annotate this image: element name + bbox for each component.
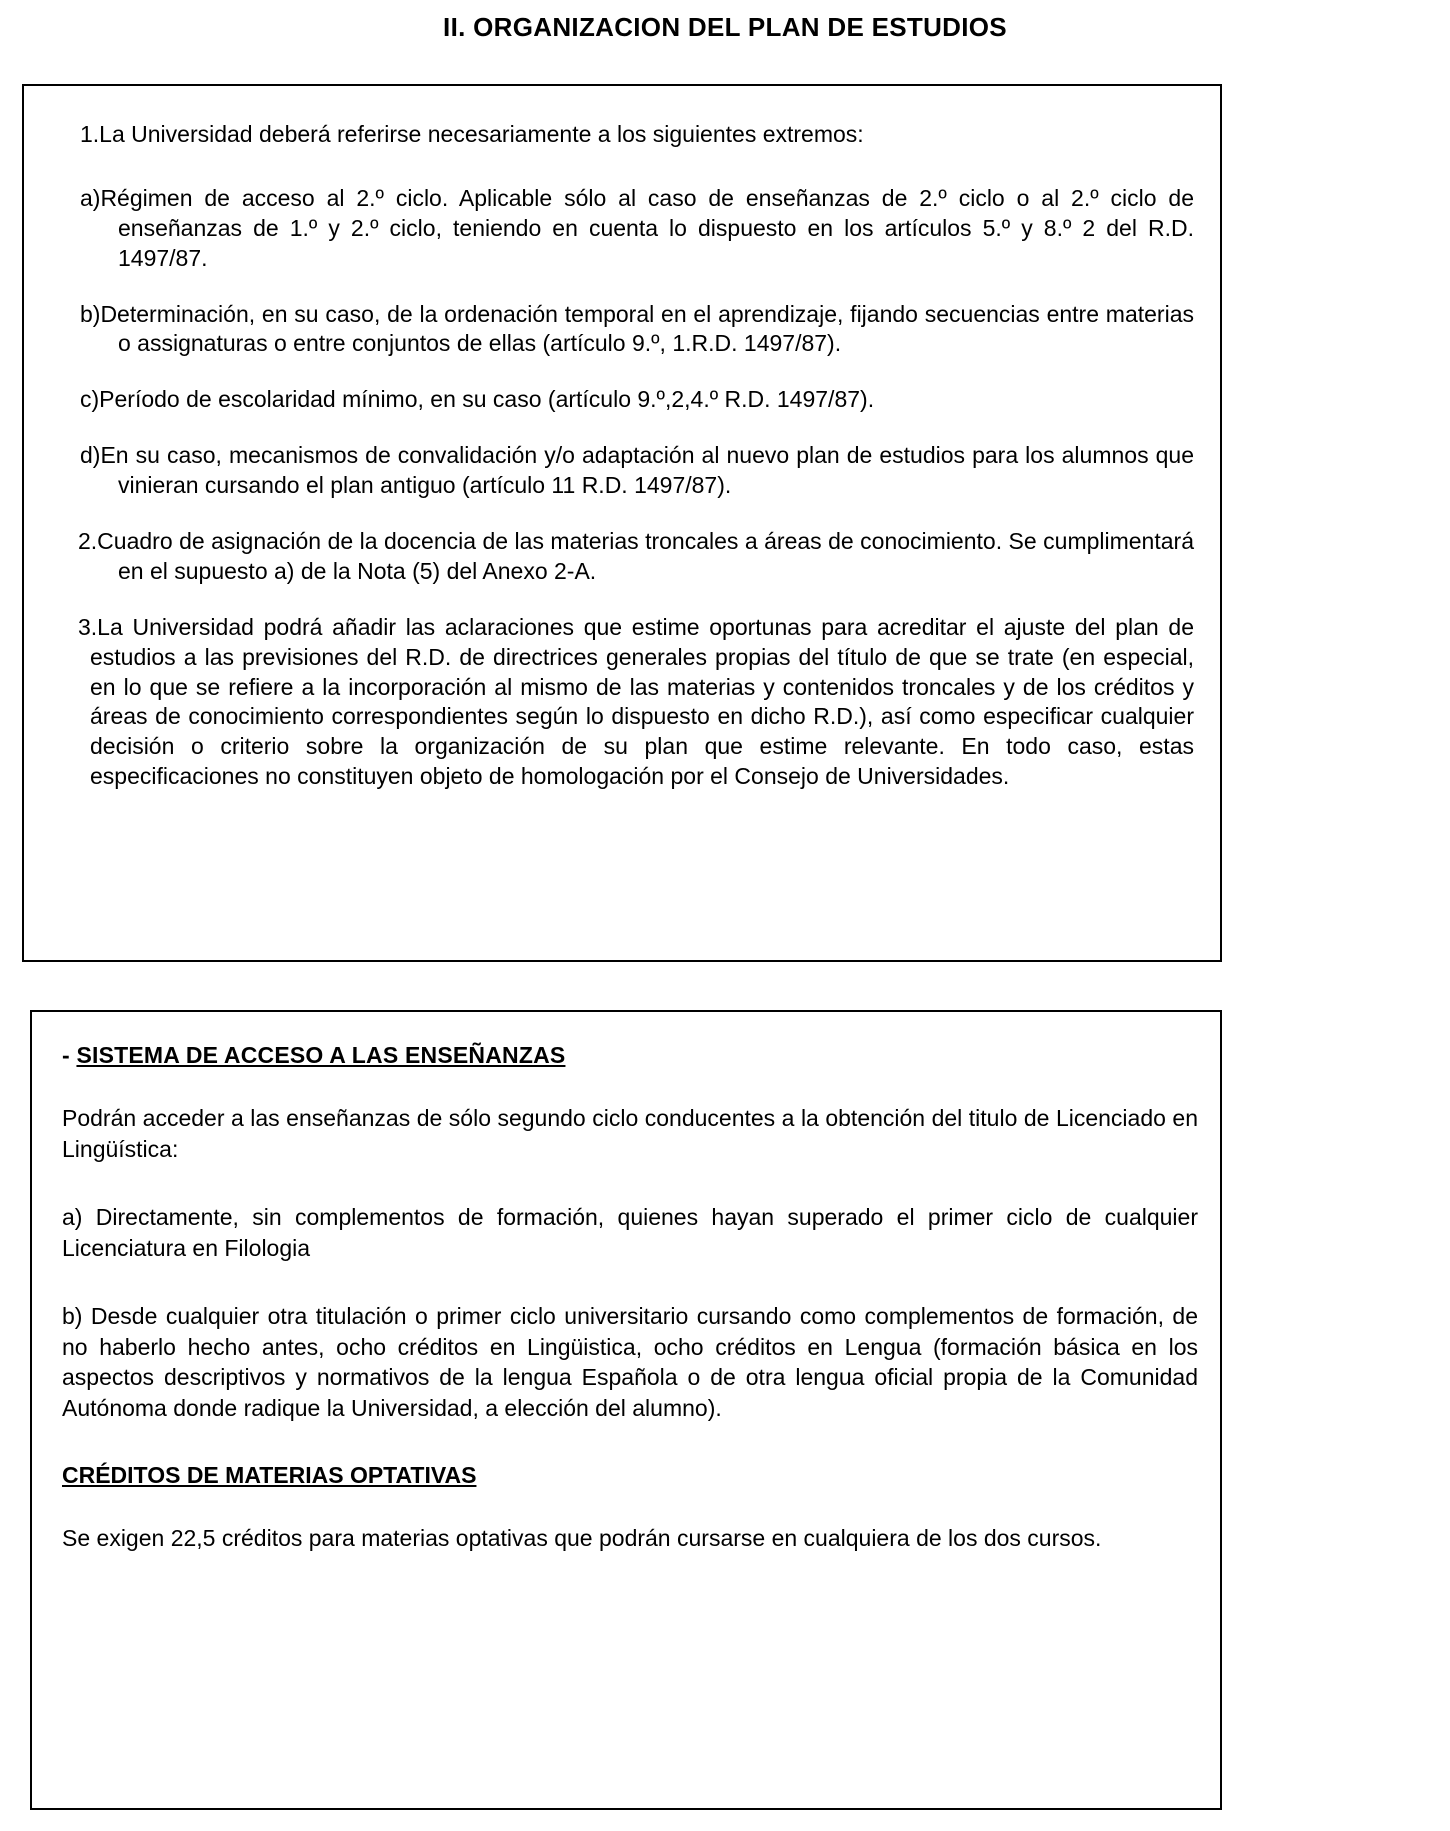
page-title: II. ORGANIZACION DEL PLAN DE ESTUDIOS xyxy=(443,12,1007,42)
heading-dash: - xyxy=(62,1042,77,1068)
list-item-a: a)Régimen de acceso al 2.º ciclo. Aplicable sólo al caso de enseñanzas de 2.º ciclo o al 2.º ciclo de enseñanzas de 1.º y 2.º ciclo, teniendo en cuenta lo dispuesto en los artículos 5.º y 8.º 2 del R.D. 1497/87. xyxy=(80,184,1194,271)
list-item-2: 2.Cuadro de asignación de la docencia de las materias troncales a áreas de conocimiento. Se cumplimentará en el supuesto a) de la Nota (5) del Anexo 2-A. xyxy=(78,528,1194,584)
list-item-3: 3.La Universidad podrá añadir las aclaraciones que estime oportunas para acreditar el ajuste del plan de estudios a las previsiones del R.D. de directrices generales propias del título de que se trate (en especial, en lo que se refiere a la incorporación al mismo de las materias y contenidos troncales y de los créditos y áreas de conocimiento correspondientes según lo dispuesto en dicho R.D.), así como especificar cualquier decisión o criterio sobre la organización de su plan que estime relevante. En todo caso, estas especificaciones no constituyen objeto de homologación por el Consejo de Universidades. xyxy=(78,613,1194,790)
list-item-b: b)Determinación, en su caso, de la ordenación temporal en el aprendizaje, fijando secuencias entre materias o assignaturas o entre conjuntos de ellas (artículo 9.º, 1.R.D. 1497/87). xyxy=(80,300,1194,357)
access-item-b: b) Desde cualquier otra titulación o primer ciclo universitario cursando como complementos de formación, de no haberlo hecho antes, ocho créditos en Lingüistica, ocho créditos en Lengua (formación básica en los aspectos descriptivos y normativos de la lengua Española o de otra lengua oficial propia de la Comunidad Autónoma donde radique la Universidad, a elección del alumno). xyxy=(62,1303,1198,1422)
section-one-box xyxy=(22,84,1222,962)
section-one-intro: 1.La Universidad deberá referirse necesariamente a los siguientes extremos: xyxy=(80,121,864,147)
heading-text: SISTEMA DE ACCESO A LAS ENSEÑANZAS xyxy=(76,1042,566,1068)
optional-credits-heading: CRÉDITOS DE MATERIAS OPTATIVAS xyxy=(62,1461,477,1488)
access-item-a: a) Directamente, sin complementos de formación, quienes hayan superado el primer ciclo de cualquier Licenciatura en Filologia xyxy=(62,1204,1198,1261)
access-intro-paragraph: Podrán acceder a las enseñanzas de sólo segundo ciclo conducentes a la obtención del titulo de Licenciado en Lingüística: xyxy=(62,1105,1198,1162)
section-two-box xyxy=(30,1010,1222,1810)
optional-credits-paragraph: Se exigen 22,5 créditos para materias optativas que podrán cursarse en cualquiera de los dos cursos. xyxy=(62,1524,1102,1551)
list-item-c: c)Período de escolaridad mínimo, en su caso (artículo 9.º,2,4.º R.D. 1497/87). xyxy=(80,386,875,413)
list-item-d: d)En su caso, mecanismos de convalidación y/o adaptación al nuevo plan de estudios para los alumnos que vinieran cursando el plan antiguo (artículo 11 R.D. 1497/87). xyxy=(80,442,1194,499)
access-system-heading xyxy=(62,1042,1198,1069)
